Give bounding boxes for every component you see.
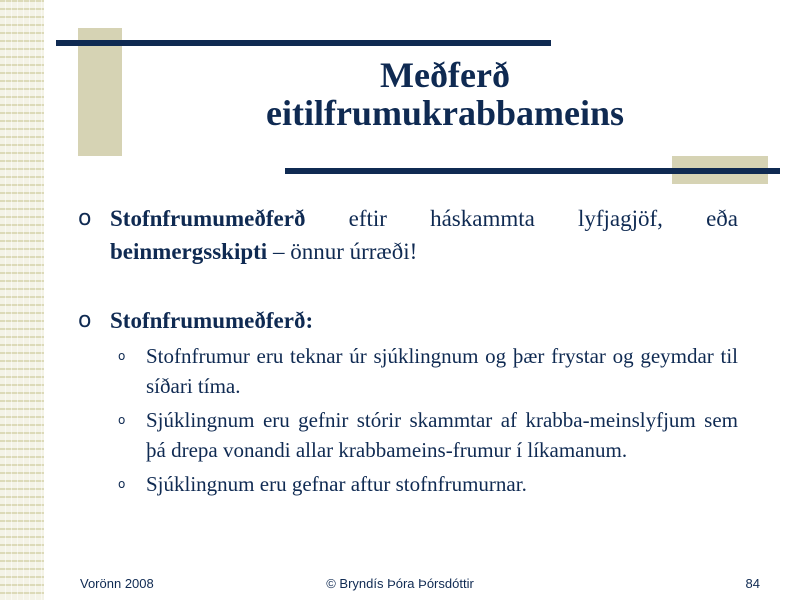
title-rule-top	[56, 40, 551, 46]
sub-bullet-1-text: Stofnfrumur eru teknar úr sjúklingnum og þær frystar og geymdar til síðari tíma.	[146, 344, 738, 398]
bullet-1-bold-b: beinmergsskipti	[110, 239, 268, 264]
slide-title	[150, 56, 740, 132]
bullet-2-bold: Stofnfrumumeðferð:	[110, 308, 314, 333]
bullet-1-text-b: – önnur úrræði!	[267, 239, 418, 264]
bullet-item-2	[78, 304, 738, 337]
sub-bullet-icon: o	[118, 477, 126, 491]
bullet-item-1	[78, 202, 738, 268]
title-rule-bottom	[285, 168, 780, 174]
decorative-stripes	[0, 0, 44, 600]
bullet-1-bold-a: Stofnfrumumeðferð	[110, 206, 306, 231]
sub-bullet-icon: o	[118, 349, 126, 363]
sub-bullet-item-2	[118, 405, 738, 465]
slide-body	[78, 202, 738, 499]
bullet-icon: o	[78, 308, 92, 333]
sub-bullet-item-3	[118, 469, 738, 499]
title-line-1: Meðferð	[380, 55, 510, 95]
sub-bullet-item-1	[118, 341, 738, 401]
sub-bullet-2-text: Sjúklingnum eru gefnir stórir skammtar af krabba-meinslyfjum sem þá drepa vonandi allar krabbameins-frumur í líkamanum.	[146, 408, 738, 462]
footer-term: Vorönn 2008	[80, 576, 154, 591]
sub-bullet-3-text: Sjúklingnum eru gefnar aftur stofnfrumurnar.	[146, 472, 527, 496]
title-line-2: eitilfrumukrabbameins	[265, 93, 624, 133]
bullet-icon: o	[78, 206, 92, 231]
footer-page-number: 84	[745, 576, 760, 591]
bullet-1-text-a: eftir háskammta lyfjagjöf, eða	[305, 206, 738, 231]
decorative-box-left	[78, 28, 122, 156]
footer-author: © Bryndís Þóra Þórsdóttir	[326, 576, 474, 591]
sub-bullet-icon: o	[118, 413, 126, 427]
